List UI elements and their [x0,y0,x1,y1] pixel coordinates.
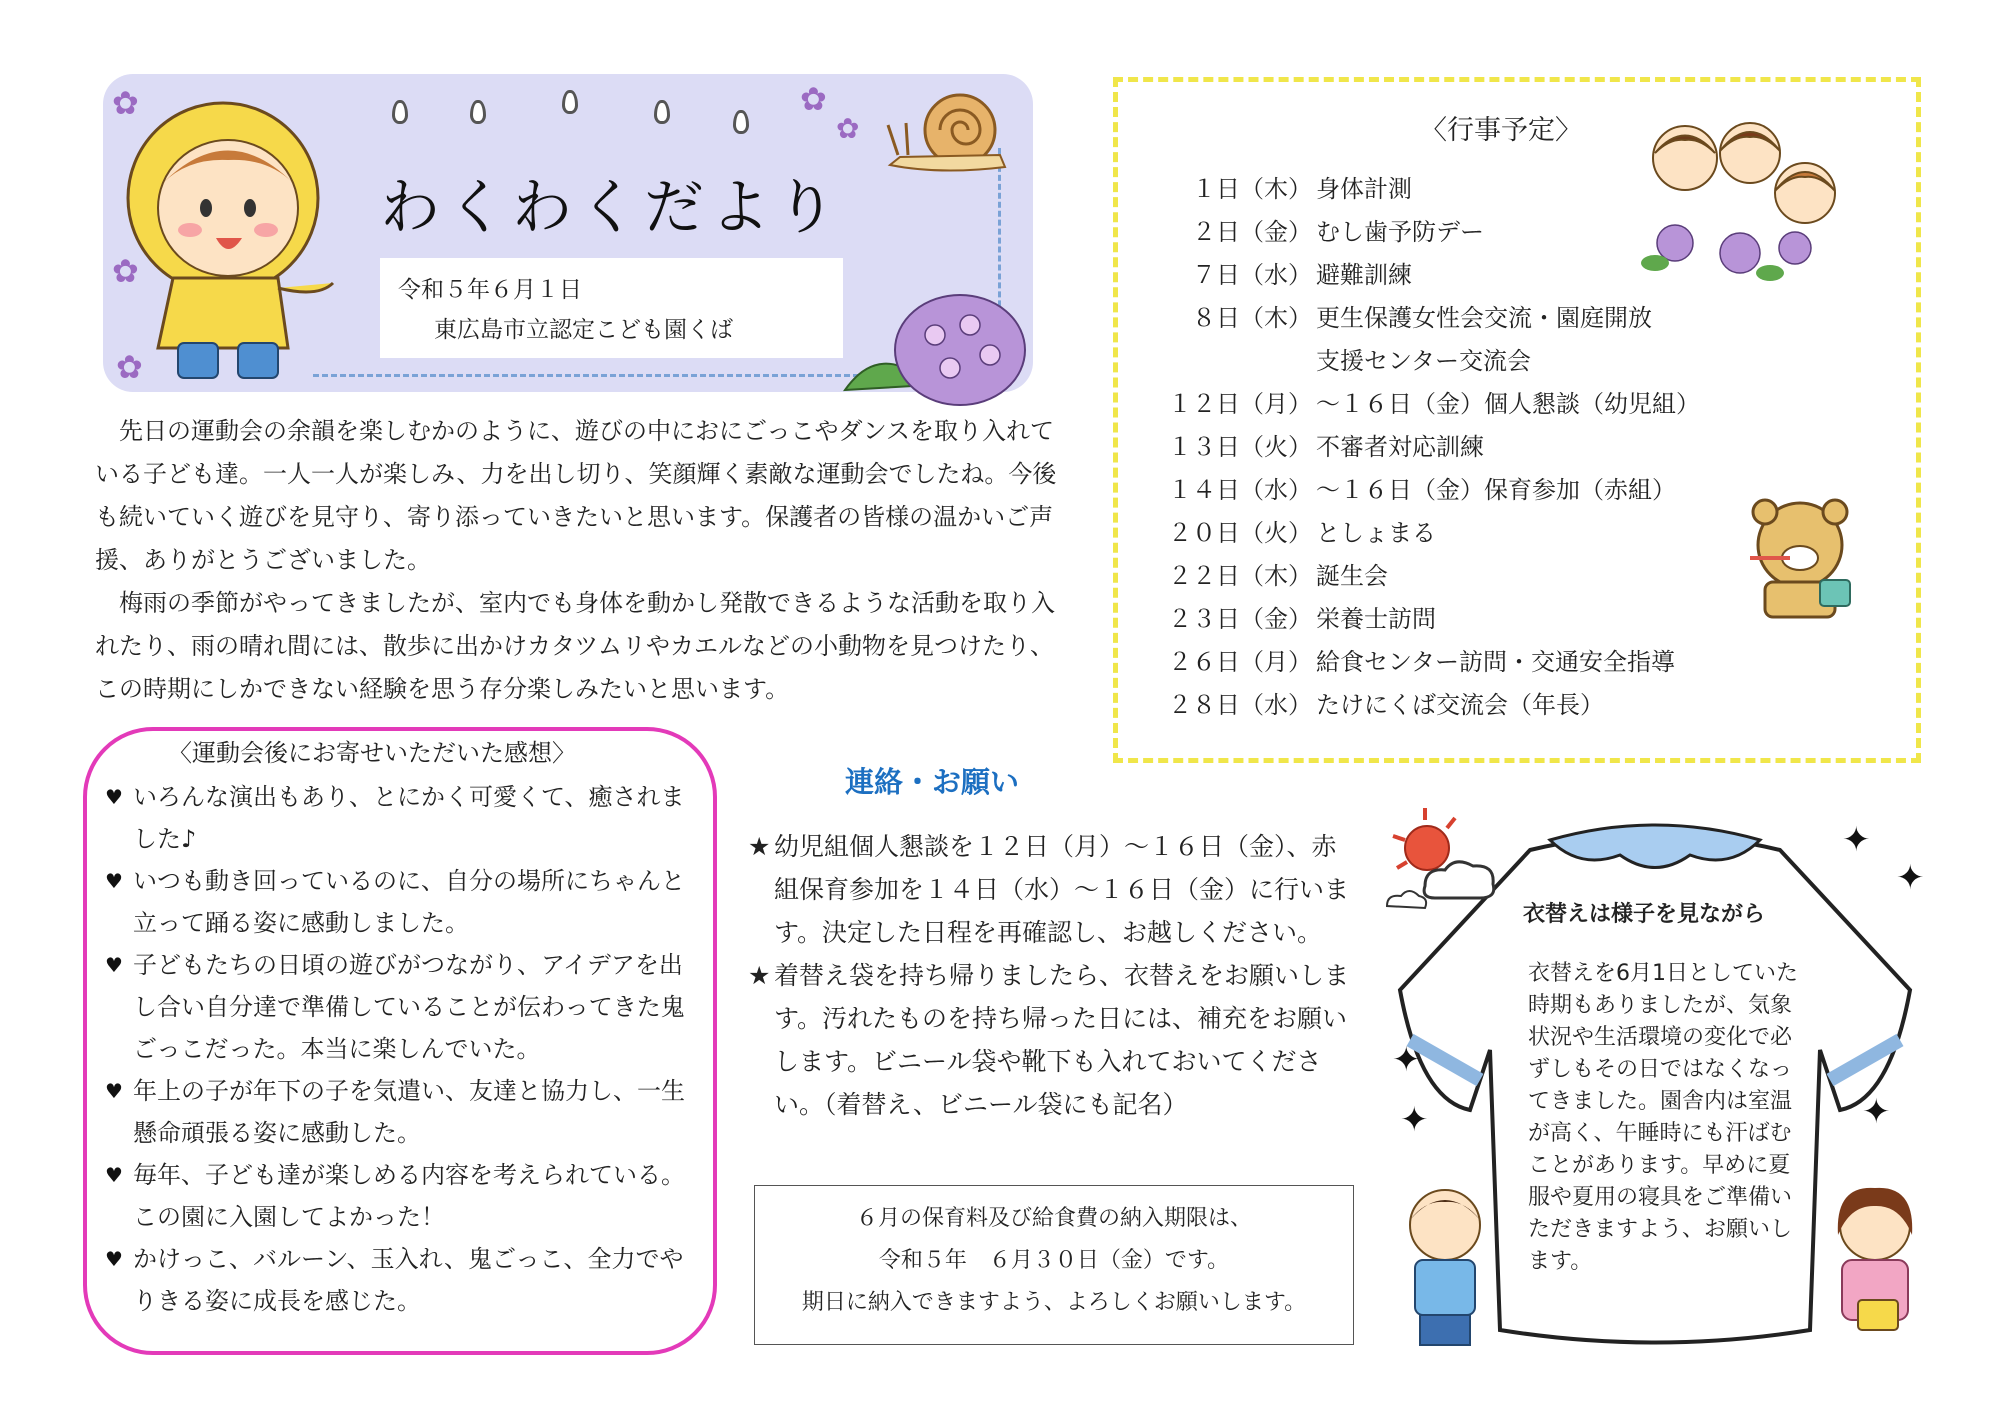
sparkle-icon: ✦ [1862,1092,1891,1132]
flower-icon: ✿ [116,348,143,386]
heart-icon: ♥ [105,869,123,893]
flower-icon: ✿ [112,84,139,122]
notice-list [748,825,1358,1126]
notice-text: 幼児組個人懇談を１２日（月）～１６日（金）、赤組保育参加を１４日（水）～１６日（金）に行います。決定した日程を再確認し、お越しください。 [774,832,1350,947]
intro-text [95,410,1065,711]
notice-text: 着替え袋を持ち帰りましたら、衣替えをお願いします。汚れたものを持ち帰った日には、補充をお願いします。ビニール袋や靴下も入れておいてください。（着替え、ビニール袋にも記名） [774,961,1350,1119]
newsletter-title: わくわくだより [380,173,842,243]
feedback-title: 〈運動会後にお寄せいただいた感想〉 [168,739,576,767]
notice-title: 連絡・お願い [845,765,1020,799]
event-row [1165,211,1700,254]
feedback-item [105,1154,705,1238]
event-text: 給食センター訪問・交通安全指導 [1316,648,1676,676]
event-row [1165,512,1700,555]
feedback-list [105,776,705,1322]
event-text: ～１６日（金）保育参加（赤組） [1316,476,1676,504]
event-row [1165,254,1700,297]
intro-paragraph: 梅雨の季節がやってきましたが、室内でも身体を動かし発散できるような活動を取り入れたり、雨の晴れ間には、散歩に出かけカタツムリやカエルなどの小動物を見つけたり、この時期にしかできない経験を思う存分楽しみたいと思います。 [95,589,1055,703]
sparkle-icon: ✦ [1896,858,1925,898]
feedback-item [105,776,705,860]
heart-icon: ♥ [105,1079,123,1103]
feedback-item [105,1238,705,1322]
event-text: 支援センター交流会 [1316,347,1532,375]
event-text: としょまる [1316,519,1436,547]
feedback-item [105,944,705,1070]
event-row [1165,641,1700,684]
sparkle-icon: ✦ [1400,1100,1429,1140]
event-date: ２２日（木） [1168,562,1312,590]
children-illustration [1640,113,1840,283]
event-text: ～１６日（金）個人懇談（幼児組） [1316,390,1700,418]
event-date: １日（木） [1192,175,1312,203]
event-text: 不審者対応訓練 [1316,433,1484,461]
boy-illustration [1390,1180,1500,1360]
notice-item [748,825,1358,954]
raindrop-icon [470,100,486,124]
fee-line: 期日に納入できますよう、よろしくお願いします。 [801,1290,1307,1315]
hydrangea-illustration [840,280,1030,410]
event-date: ２０日（火） [1168,519,1312,547]
event-date: ２８日（水） [1168,691,1312,719]
event-row [1165,340,1700,383]
star-icon: ★ [748,832,771,861]
raincoat-child-illustration [118,88,348,388]
raindrop-icon [392,100,408,124]
snail-illustration [880,85,1010,175]
notice-item [748,954,1358,1126]
girl-illustration [1820,1180,1930,1360]
heart-icon: ♥ [105,1163,123,1187]
event-date: ２６日（月） [1168,648,1312,676]
feedback-item [105,1070,705,1154]
event-row [1165,469,1700,512]
heart-icon: ♥ [105,953,123,977]
event-row [1165,297,1700,340]
feedback-text: 年上の子が年下の子を気遣い、友達と協力し、一生懸命頑張る姿に感動した。 [133,1077,685,1147]
flower-icon: ✿ [800,80,827,118]
sun-and-cloud-illustration [1385,806,1505,916]
event-row [1165,426,1700,469]
fee-line: 令和５年 ６月３０日（金）です。 [878,1248,1230,1273]
event-row [1165,168,1700,211]
flower-icon: ✿ [836,112,860,145]
event-text: むし歯予防デー [1316,218,1484,246]
event-row [1165,555,1700,598]
feedback-item [105,860,705,944]
feedback-text: かけっこ、バルーン、玉入れ、鬼ごっこ、全力でやりきる姿に成長を感じた。 [133,1245,684,1315]
events-title: 〈行事予定〉 [1420,115,1582,146]
event-date [1165,340,1316,383]
raindrop-icon [654,100,670,124]
intro-paragraph: 先日の運動会の余韻を楽しむかのように、遊びの中におにごっこやダンスを取り入れている子ども達。一人一人が楽しみ、力を出し切り、笑顔輝く素敵な運動会でしたね。今後も続いていく遊びを見守り、寄り添っていきたいと思います。保護者の皆様の温かいご声援、ありがとうございました。 [95,417,1057,574]
heart-icon: ♥ [105,1247,123,1271]
event-date: １２日（月） [1168,390,1312,418]
fee-deadline-box [754,1185,1354,1345]
flower-icon: ✿ [112,252,139,290]
event-date: １３日（火） [1168,433,1312,461]
sparkle-icon: ✦ [1392,1040,1421,1080]
heart-icon: ♥ [105,785,123,809]
sparkle-icon: ✦ [1842,820,1871,860]
school-name: 東広島市立認定こども園くば [434,317,733,343]
feedback-text: いろんな演出もあり、とにかく可愛くて、癒されました♪ [133,783,685,853]
date-box [380,258,843,358]
feedback-text: 毎年、子ども達が楽しめる内容を考えられている。この園に入園してよかった！ [133,1161,685,1231]
event-text: たけにくば交流会（年長） [1316,691,1604,719]
raindrop-icon [562,90,578,114]
event-date: １４日（水） [1168,476,1312,504]
event-text: 誕生会 [1316,562,1388,590]
event-row [1165,598,1700,641]
event-row [1165,684,1700,727]
event-text: 更生保護女性会交流・園庭開放 [1316,304,1652,332]
event-date: ８日（木） [1192,304,1312,332]
event-date: ２３日（金） [1168,605,1312,633]
feedback-text: いつも動き回っているのに、自分の場所にちゃんと立って踊る姿に感動しました。 [133,867,685,937]
clothing-text: 衣替えを6月1日としていた時期もありましたが、気象状況や生活環境の変化で必ずしもその日ではなくなってきました。園舎内は室温が高く、午睡時にも汗ばむことがあります。早めに夏服や夏用の寝具をご準備いただきますよう、お願いします。 [1528,961,1798,1274]
events-list [1165,168,1700,727]
fee-line: ６月の保育料及び給食費の納入期限は、 [855,1206,1252,1231]
bear-brushing-teeth-illustration [1730,490,1870,630]
clothing-title: 衣替えは様子を見ながら [1523,902,1766,927]
event-text: 身体計測 [1316,175,1412,203]
issue-date: 令和５年６月１日 [398,277,582,303]
event-text: 避難訓練 [1316,261,1412,289]
event-date: ２日（金） [1192,218,1312,246]
star-icon: ★ [748,961,771,990]
event-text: 栄養士訪問 [1316,605,1436,633]
feedback-text: 子どもたちの日頃の遊びがつながり、アイデアを出し合い自分達で準備していることが伝わってきた鬼ごっこだった。本当に楽しんでいた。 [133,951,685,1063]
raindrop-icon [733,110,749,134]
event-row [1165,383,1700,426]
event-date: ７日（水） [1192,261,1312,289]
